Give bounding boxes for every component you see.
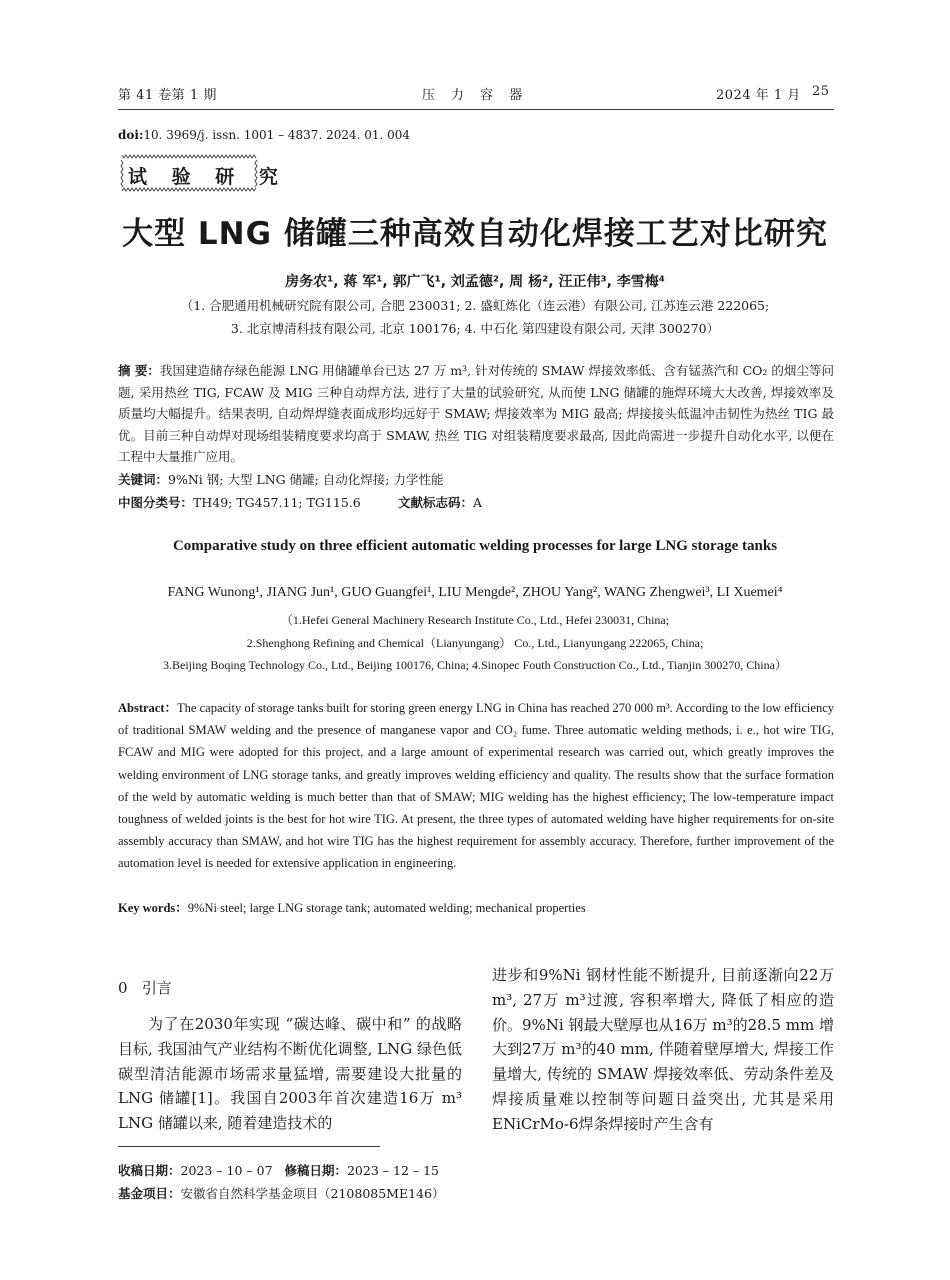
body-text-right-column: 进步和9%Ni 钢材性能不断提升, 目前逐渐向22万 m³, 27万 m³过渡, 容积率增大, 降低了相应的造价。9%Ni 钢最大壁厚也从16万 m³的28.5 mm 增大到27万 m³的40 mm, 伴随着壁厚增大, 焊接工作量增大, 传统的 SMAW 焊接效率低、劳动条件差及焊接质量难以控制等问题日益突出, 尤其是采用 ENiCrMo-6焊条焊接时产生含有	[492, 966, 834, 1133]
body-text-left-column: 为了在2030年实现 “碳达峰、碳中和” 的战略目标, 我国油气产业结构不断优化调整, LNG 绿色低碳型清洁能源市场需求量猛增, 需要建设大批量的 LNG 储罐[1]。我国自2003年首次建造16万 m³ LNG 储罐以来, 随着建造技术的	[118, 1015, 462, 1133]
affiliation-en-2: 2.Shenghong Refining and Chemical（Lianyungang） Co., Ltd., Lianyungang 222065, China;	[246, 636, 704, 650]
volume-issue: 第 41 卷第 1 期	[118, 88, 217, 103]
keywords-cn: 关键词：9%Ni 钢; 大型 LNG 储罐; 自动化焊接; 力学性能	[118, 472, 444, 487]
paper-title-cn: 大型 LNG 储罐三种高效自动化焊接工艺对比研究	[122, 216, 828, 252]
funding-footnote: 基金项目：安徽省自然科学基金项目（2108085ME146）	[118, 1186, 445, 1201]
keywords-en: Key words：9%Ni steel; large LNG storage tank; automated welding; mechanical properties	[118, 901, 586, 915]
section-heading: 0 引言	[118, 979, 172, 997]
dates-footnote: 收稿日期：2023 – 10 – 07 修稿日期：2023 – 12 – 15	[118, 1163, 440, 1178]
page-number: 25	[812, 84, 830, 99]
authors-cn: 房务农¹, 蒋 军¹, 郭广飞¹, 刘孟德², 周 杨², 汪正伟³, 李雪梅⁴	[285, 274, 665, 290]
paper-title-en: Comparative study on three efficient automatic welding processes for large LNG storage tanks	[172, 538, 778, 554]
affiliation-cn-1: （1. 合肥通用机械研究院有限公司, 合肥 230031; 2. 盛虹炼化（连云港）有限公司, 江苏连云港 222065;	[180, 298, 770, 313]
footnote-rule	[118, 1146, 380, 1147]
document-code-cn: 文献标志码：A	[398, 495, 483, 510]
issue-date: 2024 年 1 月	[716, 88, 801, 103]
section-badge: 试 验 研 究	[128, 166, 287, 188]
affiliation-en-1: （1.Hefei General Machinery Research Institute Co., Ltd., Hefei 230031, China;	[280, 613, 670, 627]
authors-en: FANG Wunong¹, JIANG Jun¹, GUO Guangfei¹, LIU Mengde², ZHOU Yang², WANG Zhengwei³, LI Xuemei⁴	[167, 585, 783, 600]
classification-cn: 中图分类号：TH49; TG457.11; TG115.6	[118, 495, 361, 510]
affiliation-cn-2: 3. 北京博清科技有限公司, 北京 100176; 4. 中石化 第四建设有限公司, 天津 300270）	[230, 321, 720, 336]
header-rule	[118, 109, 834, 110]
doi: doi:10. 3969/j. issn. 1001 – 4837. 2024. 01. 004	[118, 128, 411, 142]
affiliation-en-3: 3.Beijing Boqing Technology Co., Ltd., Beijing 100176, China; 4.Sinopec Fouth Construction Co., Ltd., Tianjin 300270, China）	[163, 658, 787, 672]
abstract-cn: 摘 要：我国建造储存绿色能源 LNG 用储罐单台已达 27 万 m³, 针对传统的 SMAW 焊接效率低、含有锰蒸汽和 CO₂ 的烟尘等问题, 采用热丝 TIG, FCAW 及 MIG 三种自动焊方法, 进行了大量的试验研究, 从而使 LNG 储罐的施焊环境大大改善, 焊接效率及质量均大幅提升。结果表明, 自动焊焊缝表面成形均远好于 SMAW; 焊接效率为 MIG 最高; 焊接接头低温冲击韧性为热丝 TIG 最优。目前三种自动焊对现场组装精度要求均高于 SMAW, 热丝 TIG 对组装精度要求最高, 因此尚需进一步提升自动化水平, 以便在工程中大量推广应用。	[118, 363, 834, 465]
abstract-en: Abstract：The capacity of storage tanks built for storing green energy LNG in China has reached 270 000 m³. According to the low efficiency of traditional SMAW welding and the presence of manganese vapor and CO₂ fume. Three automatic welding methods, i. e., hot wire TIG, FCAW and MIG were adopted for this project, and a large amount of experimental research was carried out, which greatly improves the welding environment of LNG storage tanks, and greatly improves welding efficiency and quality. The results show that the surface formation of the weld by automatic welding is much better than that of SMAW; MIG welding has the highest efficiency; The low-temperature impact toughness of welded joints is the best for hot wire TIG. At present, the three types of automated welding have higher requirements for on-site assembly accuracy than SMAW, and hot wire TIG has the highest requirement for assembly accuracy. Therefore, further improvement of the automation level is needed for extensive application in engineering.	[118, 701, 834, 871]
journal-name: 压 力 容 器	[421, 88, 529, 103]
